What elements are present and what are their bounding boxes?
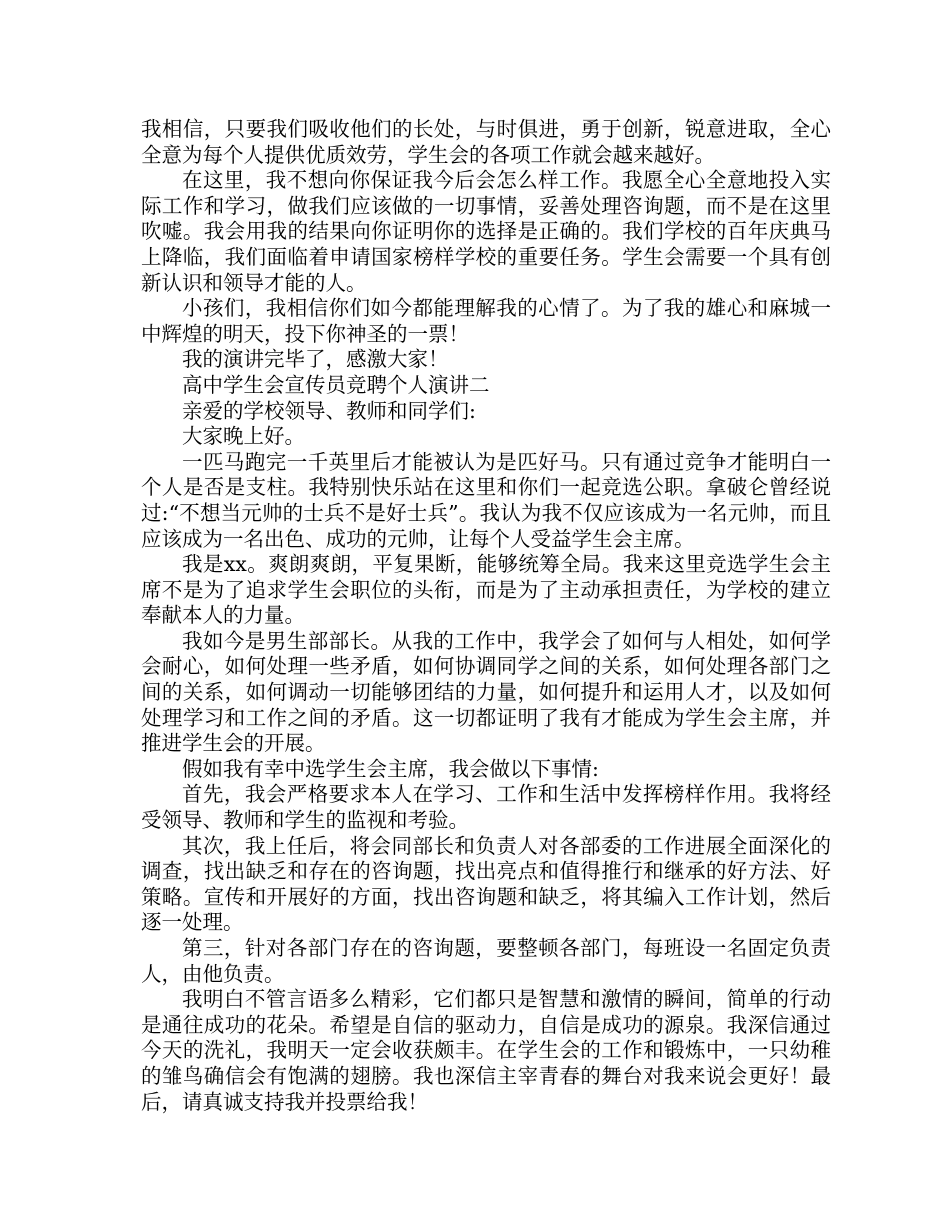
paragraph: 我明白不管言语多么精彩，它们都只是智慧和激情的瞬间，简单的行动是通往成功的花朵。希望是自信的驱动力，自信是成功的源泉。我深信通过今天的洗礼，我明天一定会收获颇丰。在学生会的工作和锻炼中，一只幼稚的雏鸟确信会有饱满的翅膀。我也深信主宰青春的舞台对我来说会更好！最后，请真诚支持我并投票给我！ bbox=[141, 987, 831, 1114]
paragraph: 在这里，我不想向你保证我今后会怎么样工作。我愿全心全意地投入实际工作和学习，做我们应该做的一切事情，妥善处理咨询题，而不是在这里吹嘘。我会用我的结果向你证明你的选择是正确的。我们学校的百年庆典马上降临，我们面临着申请国家榜样学校的重要任务。学生会需要一个具有创新认识和领导才能的人。 bbox=[141, 168, 831, 295]
section-title: 高中学生会宣传员竞聘个人演讲二 bbox=[182, 372, 490, 397]
document-body bbox=[141, 117, 831, 1115]
paragraph: 第三，针对各部门存在的咨询题，要整顿各部门，每班设一名固定负责人，由他负责。 bbox=[141, 936, 831, 986]
paragraph: 假如我有幸中选学生会主席，我会做以下事情: bbox=[182, 756, 599, 781]
salutation: 亲爱的学校领导、教师和同学们: bbox=[182, 398, 476, 423]
paragraph: 小孩们，我相信你们如今都能理解我的心情了。为了我的雄心和麻城一中辉煌的明天，投下你神圣的一票！ bbox=[141, 296, 831, 346]
paragraph: 我是xx。爽朗爽朗，平复果断，能够统筹全局。我来这里竞选学生会主席不是为了追求学生会职位的头衔，而是为了主动承担责任，为学校的建立奉献本人的力量。 bbox=[141, 552, 831, 628]
paragraph: 我的演讲完毕了，感激大家！ bbox=[182, 347, 449, 372]
paragraph: 首先，我会严格要求本人在学习、工作和生活中发挥榜样作用。我将经受领导、教师和学生的监视和考验。 bbox=[141, 782, 831, 833]
paragraph-continuation: 我相信，只要我们吸收他们的长处，与时俱进，勇于创新，锐意进取，全心全意为每个人提供优质效劳，学生会的各项工作就会越来越好。 bbox=[141, 117, 831, 167]
paragraph: 其次，我上任后，将会同部长和负责人对各部委的工作进展全面深化的调查，找出缺乏和存在的咨询题，找出亮点和值得推行和继承的好方法、好策略。宣传和开展好的方面，找出咨询题和缺乏，将其编入工作计划，然后逐一处理。 bbox=[141, 833, 831, 935]
paragraph: 我如今是男生部部长。从我的工作中，我学会了如何与人相处，如何学会耐心，如何处理一些矛盾，如何协调同学之间的关系，如何处理各部门之间的关系，如何调动一切能够团结的力量，如何提升和运用人才，以及如何处理学习和工作之间的矛盾。这一切都证明了我有才能成为学生会主席，并推进学生会的开展。 bbox=[141, 628, 831, 756]
paragraph: 一匹马跑完一千英里后才能被认为是匹好马。只有通过竞争才能明白一个人是否是支柱。我特别快乐站在这里和你们一起竞选公职。拿破仑曾经说过:“不想当元帅的士兵不是好士兵”。我认为我不仅应该成为一名元帅，而且应该成为一名出色、成功的元帅，让每个人受益学生会主席。 bbox=[141, 449, 831, 551]
greeting: 大家晚上好。 bbox=[182, 424, 305, 449]
